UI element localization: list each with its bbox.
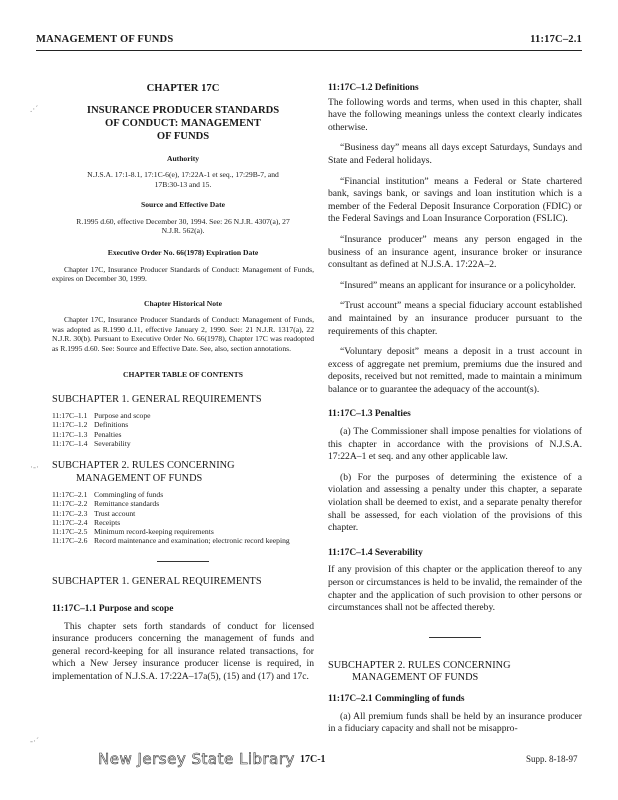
margin-mark: -·´ bbox=[30, 736, 39, 746]
severability-text: If any provision of this chapter or the application thereof to any person or circumstances is held to be invalid, the remainder of the chapter and the application of such provision to other persons or circumstances shall not be affected thereby. bbox=[328, 564, 582, 614]
eo-heading: Executive Order No. 66(1978) Expiration Date bbox=[107, 248, 259, 258]
section-divider bbox=[157, 561, 209, 562]
toc-heading: CHAPTER TABLE OF CONTENTS bbox=[123, 370, 243, 380]
definition-item: “Insured” means an applicant for insurance or a policyholder. bbox=[340, 279, 576, 291]
running-header bbox=[36, 34, 582, 45]
toc-subchapter-1: SUBCHAPTER 1. GENERAL REQUIREMENTS bbox=[52, 393, 262, 405]
left-column bbox=[52, 80, 314, 684]
library-stamp: New Jersey State Library bbox=[98, 750, 295, 768]
section-1-2-heading: 11:17C–1.2 Definitions bbox=[328, 83, 419, 93]
section-2-1-text: (a) All premium funds shall be held by an insurance producer in a fiduciary capacity and shall not be misappro- bbox=[328, 710, 582, 735]
toc-entry: 11:17C–2.3 Trust account bbox=[52, 508, 136, 518]
toc-list-2 bbox=[52, 490, 314, 545]
toc-entry: 11:17C–1.4 Severability bbox=[52, 438, 131, 448]
authority-text: N.J.S.A. 17:1-8.1, 17:1C-6(e), 17:22A-1 et seq., 17:29B-7, and 17B:30-13 and 15. bbox=[87, 170, 279, 189]
toc-entry: 11:17C–2.2 Remittance standards bbox=[52, 499, 160, 509]
definition-item: “Trust account” means a special fiduciary account established and maintained by an insurance producer pursuant to the requirements of this chapter. bbox=[328, 300, 582, 337]
toc-entry: 11:17C–2.5 Minimum record-keeping requirements bbox=[52, 527, 214, 537]
header-right: 11:17C–2.1 bbox=[530, 34, 582, 45]
page-number: 17C-1 bbox=[300, 754, 326, 765]
history-text: Chapter 17C, Insurance Producer Standards of Conduct: Management of Funds, was adopted as R.1990 d.11, effective January 2, 1990. See: 21 N.J.R. 1317(a), 22 N.J.R. 30(b). Pursuant to Executive Order No. 66(1978), Chapter 17C was readopted as R.1995 d.60. See: Source and Effective Date. See, also, section annotations. bbox=[52, 315, 314, 353]
chapter-title: INSURANCE PRODUCER STANDARDS OF CONDUCT: MANAGEMENT OF FUNDS bbox=[86, 104, 280, 142]
right-column bbox=[328, 80, 582, 736]
section-divider bbox=[429, 637, 481, 638]
margin-mark: ·-· bbox=[30, 462, 39, 472]
toc-entry: 11:17C–2.1 Commingling of funds bbox=[52, 490, 164, 500]
subchapter-1-heading: SUBCHAPTER 1. GENERAL REQUIREMENTS bbox=[52, 576, 262, 588]
toc-subchapter-2: SUBCHAPTER 2. RULES CONCERNING MANAGEMENT OF FUNDS bbox=[52, 460, 235, 484]
section-1-1-heading: 11:17C–1.1 Purpose and scope bbox=[52, 604, 174, 615]
definition-item: “Voluntary deposit” means a deposit in a trust account in excess of aggregate net premium, premiums due the insured and deposits, received but not remitted, made to maintain a minimum balance or to guarantee the adequacy of the account(s). bbox=[328, 346, 582, 395]
toc-list-1 bbox=[52, 411, 314, 448]
supplement-date: Supp. 8-18-97 bbox=[526, 754, 578, 764]
definition-item: “Business day” means all days except Saturdays, Sundays and State and Federal holidays. bbox=[328, 142, 582, 166]
authority-heading: Authority bbox=[166, 153, 200, 163]
toc-entry: 11:17C–1.2 Definitions bbox=[52, 420, 129, 430]
subchapter-2-heading: SUBCHAPTER 2. RULES CONCERNING MANAGEMENT OF FUNDS bbox=[328, 659, 511, 684]
chapter-number: CHAPTER 17C bbox=[146, 83, 220, 94]
toc-entry: 11:17C–1.1 Purpose and scope bbox=[52, 411, 151, 421]
source-text: R.1995 d.60, effective December 30, 1994. See: 26 N.J.R. 4307(a), 27 N.J.R. 562(a). bbox=[76, 216, 290, 235]
penalties-a: (a) The Commissioner shall impose penalties for violations of this chapter in accordance with the provisions of N.J.S.A. 17:22A–1 et seq. and any other applicable law. bbox=[328, 426, 582, 463]
section-1-4-heading: 11:17C–1.4 Severability bbox=[328, 547, 423, 558]
definition-item: “Financial institution” means a Federal or State chartered bank, savings bank, or savings and loan institution which is a member of the Federal Deposit Insurance Corporation (FDIC) or the Federal Savings and Loan Insurance Corporation (FSLIC). bbox=[328, 175, 582, 225]
header-rule bbox=[36, 50, 582, 51]
margin-mark: .·´ bbox=[30, 104, 39, 114]
definitions-intro: The following words and terms, when used in this chapter, shall have the following meanings unless the context clearly indicates otherwise. bbox=[328, 96, 582, 133]
header-left: MANAGEMENT OF FUNDS bbox=[36, 34, 174, 45]
section-1-1-text: This chapter sets forth standards of conduct for licensed insurance producers concerning the management of funds and general record-keeping for all insurance related transactions, for which a New Jersey insurance producer license is required, in implementation of N.J.S.A. 17:22A–17a(5), (15) and (17) and 17c. bbox=[52, 620, 314, 682]
history-heading: Chapter Historical Note bbox=[144, 298, 222, 308]
section-1-3-heading: 11:17C–1.3 Penalties bbox=[328, 409, 411, 420]
eo-text: Chapter 17C, Insurance Producer Standards of Conduct: Management of Funds, expires on December 30, 1999. bbox=[52, 265, 314, 284]
toc-entry: 11:17C–2.4 Receipts bbox=[52, 517, 121, 527]
section-2-1-heading: 11:17C–2.1 Commingling of funds bbox=[328, 693, 465, 704]
toc-entry: 11:17C–2.6 Record maintenance and examination; electronic record keeping bbox=[52, 536, 290, 546]
source-heading: Source and Effective Date bbox=[140, 200, 225, 209]
toc-entry: 11:17C–1.3 Penalties bbox=[52, 429, 122, 439]
definition-item: “Insurance producer” means any person engaged in the business of an insurance agent, insurance broker or insurance consultant as defined at N.J.S.A. 17:22A–2. bbox=[328, 233, 582, 271]
penalties-b: (b) For the purposes of determining the existence of a violation and assessing a penalty under this chapter, a separate violation shall be deemed to exist, and a separate penalty therefor shall be assessed, for each violation of the provisions of this chapter. bbox=[328, 471, 582, 534]
